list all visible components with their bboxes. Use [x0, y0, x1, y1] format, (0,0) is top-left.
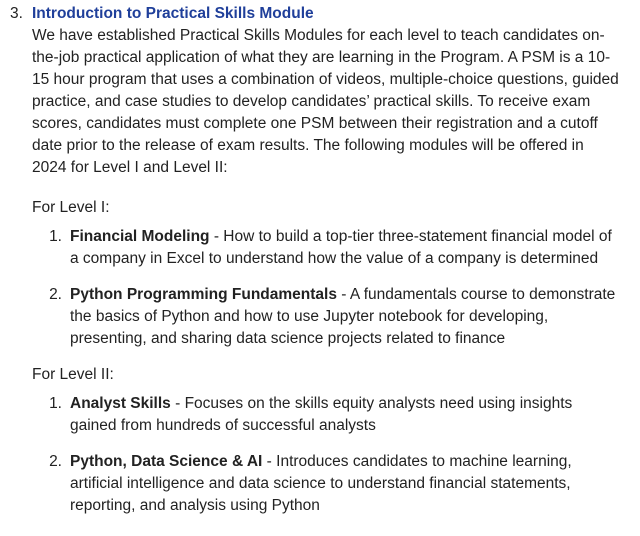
list-item	[10, 451, 622, 517]
list-item	[10, 393, 622, 437]
section-heading	[10, 3, 622, 25]
list-item-body	[70, 393, 622, 437]
list-item-number: 2.	[49, 286, 62, 303]
module-title: Analyst Skills	[70, 395, 171, 412]
module-title: Python, Data Science & AI	[70, 453, 263, 470]
list-item-body	[70, 284, 622, 350]
list-item-body	[70, 226, 622, 270]
level-1-heading: For Level I:	[32, 199, 110, 216]
list-item-number: 1.	[49, 228, 62, 245]
section-number: 3.	[10, 5, 23, 22]
module-description: - How to build a top-tier three-statement financial model of a company in Excel to understand how the value of a company is determined	[70, 228, 612, 267]
level-2-module-list	[10, 393, 622, 517]
intro-paragraph: We have established Practical Skills Modules for each level to teach candidates on-the-job practical application of what they are learning in the Program. A PSM is a 10-15 hour program that uses a combination of videos, multiple-choice questions, guided practice, and case studies to develop candidates’ practical skills. To receive exam scores, candidates must complete one PSM between their registration and a cutoff date prior to the release of exam results. The following modules will be offered in 2024 for Level I and Level II:	[32, 27, 619, 176]
level-2-block	[10, 364, 622, 517]
level-2-heading: For Level II:	[32, 366, 114, 383]
section-title: Introduction to Practical Skills Module	[32, 5, 314, 22]
list-item	[10, 226, 622, 270]
level-1-block	[10, 197, 622, 350]
list-item-number: 2.	[49, 453, 62, 470]
module-title: Python Programming Fundamentals	[70, 286, 337, 303]
list-item	[10, 284, 622, 350]
list-item-number: 1.	[49, 395, 62, 412]
module-description: - Introduces candidates to machine learning, artificial intelligence and data science to understand financial statements, reporting, and analysis using Python	[70, 453, 572, 514]
level-1-module-list	[10, 226, 622, 350]
module-title: Financial Modeling	[70, 228, 210, 245]
list-item-body	[70, 451, 622, 517]
module-description: - Focuses on the skills equity analysts need using insights gained from hundreds of successful analysts	[70, 395, 573, 434]
module-description: - A fundamentals course to demonstrate the basics of Python and how to use Jupyter notebook for developing, presenting, and sharing data science projects related to finance	[70, 286, 616, 347]
